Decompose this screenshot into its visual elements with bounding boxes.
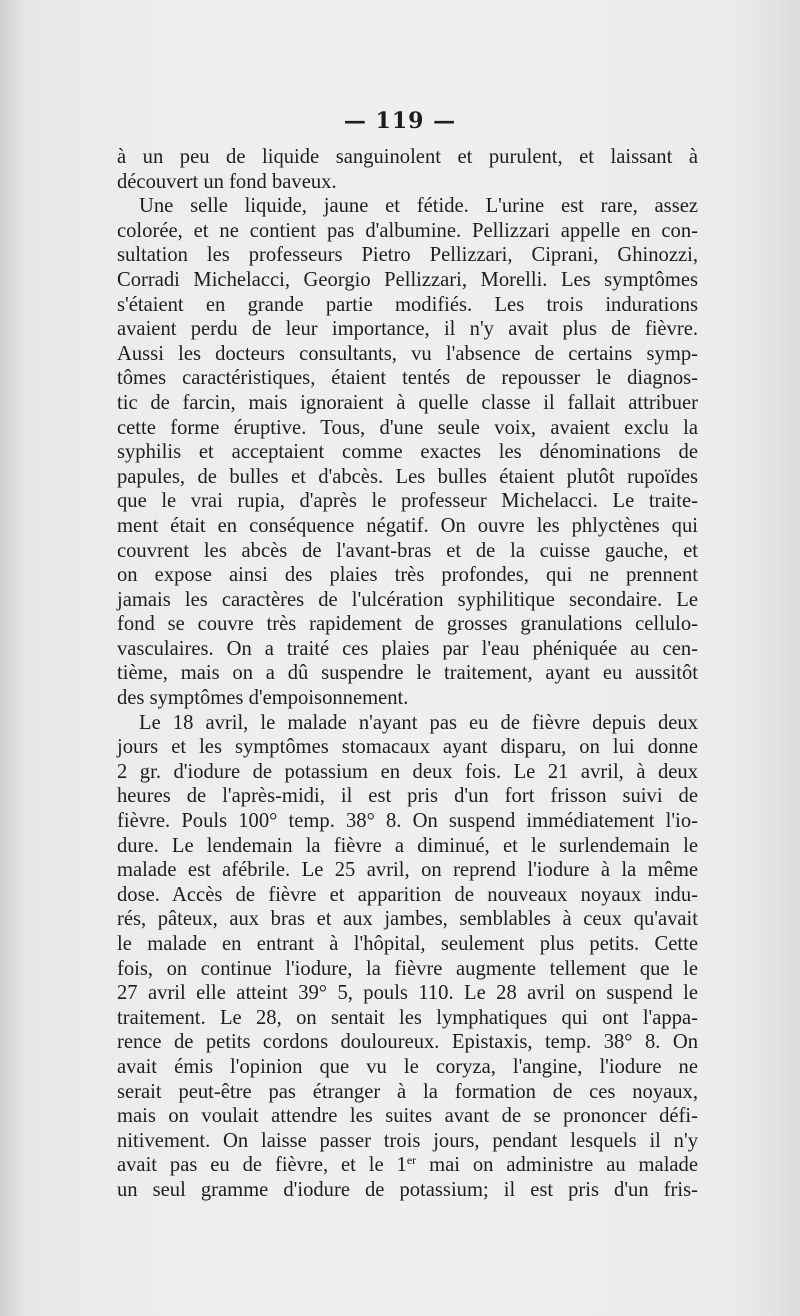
text-line: cette forme éruptive. Tous, d'une seule voix, avaient exclu la [117,416,698,439]
text-line: s'étaient en grande partie modifiés. Les trois indurations [117,293,698,316]
text-line: traitement. Le 28, on sentait les lymphatiques qui ont l'appa- [117,1006,698,1029]
text-line: mais on voulait attendre les suites avant de se prononcer défi- [117,1105,698,1128]
text-line: tième, mais on a dû suspendre le traitement, ayant eu aussitôt [117,662,698,685]
text-line: 2 gr. d'iodure de potassium en deux fois. Le 21 avril, à deux [117,760,698,783]
text-line: tômes caractéristiques, étaient tentés de repousser le diagnos- [117,367,698,390]
text-line: syphilis et acceptaient comme exactes les dénominations de [117,441,698,464]
text-line: Corradi Michelacci, Georgio Pellizzari, Morelli. Les symptômes [117,268,698,291]
text-line: nitivement. On laisse passer trois jours, pendant lesquels il n'y [117,1129,698,1152]
page-number: — 119 — [343,108,457,134]
text-line: un seul gramme d'iodure de potassium; il est pris d'un fris- [117,1178,698,1201]
body-text [117,145,698,1203]
text-line: colorée, et ne contient pas d'albumine. Pellizzari appelle en con- [117,219,698,242]
text-line: rés, pâteux, aux bras et aux jambes, semblables à ceux qu'avait [117,908,698,931]
text-line: à un peu de liquide sanguinolent et purulent, et laissant à [117,146,698,168]
text-line: le malade en entrant à l'hôpital, seulement plus petits. Cette [117,933,698,955]
text-line: tic de farcin, mais ignoraient à quelle classe il fallait attribuer [117,391,698,414]
text-line: avaient perdu de leur importance, il n'y avait plus de fièvre. [117,318,698,341]
text-line: dose. Accès de fièvre et apparition de nouveaux noyaux indu- [117,883,698,906]
text-line: couvrent les abcès de l'avant-bras et de la cuisse gauche, et [117,539,698,562]
text-line: Aussi les docteurs consultants, vu l'absence de certains symp- [117,342,698,365]
text-line: on expose ainsi des plaies très profondes, qui ne prennent [117,564,698,587]
text-line: jours et les symptômes stomacaux ayant disparu, on lui donne [117,736,698,759]
text-line: Le 18 avril, le malade n'ayant pas eu de fièvre depuis deux [139,711,698,734]
text-line: sultation les professeurs Pietro Pellizzari, Ciprani, Ghinozzi, [117,244,698,267]
text-line: vasculaires. On a traité ces plaies par l'eau phéniquée au cen- [117,637,698,660]
text-line: ment était en conséquence négatif. On ouvre les phlyctènes qui [117,514,698,537]
text-line: découvert un fond baveux. [117,170,337,193]
text-line: heures de l'après-midi, il est pris d'un fort frisson suivi de [117,785,698,808]
text-line: fièvre. Pouls 100° temp. 38° 8. On suspend immédiatement l'io- [117,810,698,833]
text-line: avait émis l'opinion que vu le coryza, l'angine, l'iodure ne [117,1055,698,1078]
text-line: que le vrai rupia, d'après le professeur Michelacci. Le traite- [117,490,698,513]
text-line: dure. Le lendemain la fièvre a diminué, et le surlendemain le [117,834,698,857]
text-line: 27 avril elle atteint 39° 5, pouls 110. Le 28 avril on suspend le [117,982,698,1005]
text-line: jamais les caractères de l'ulcération syphilitique secondaire. Le [117,588,698,611]
text-line: papules, de bulles et d'abcès. Les bulles étaient plutôt rupoïdes [117,465,698,488]
text-line: malade est afébrile. Le 25 avril, on reprend l'iodure à la même [117,859,698,882]
text-line: des symptômes d'empoisonnement. [117,687,409,710]
text-line: fond se couvre très rapidement de grosses granulations cellulo- [117,613,698,636]
text-line: Une selle liquide, jaune et fétide. L'urine est rare, assez [139,195,698,218]
text-line: avait pas eu de fièvre, et le 1er mai on administre au malade [117,1153,698,1177]
text-line: serait peut-être pas étranger à la formation de ces noyaux, [117,1080,698,1103]
text-line: fois, on continue l'iodure, la fièvre augmente tellement que le [117,957,698,980]
text-line: rence de petits cordons douloureux. Epistaxis, temp. 38° 8. On [117,1031,698,1054]
superscript: er [406,1153,417,1168]
